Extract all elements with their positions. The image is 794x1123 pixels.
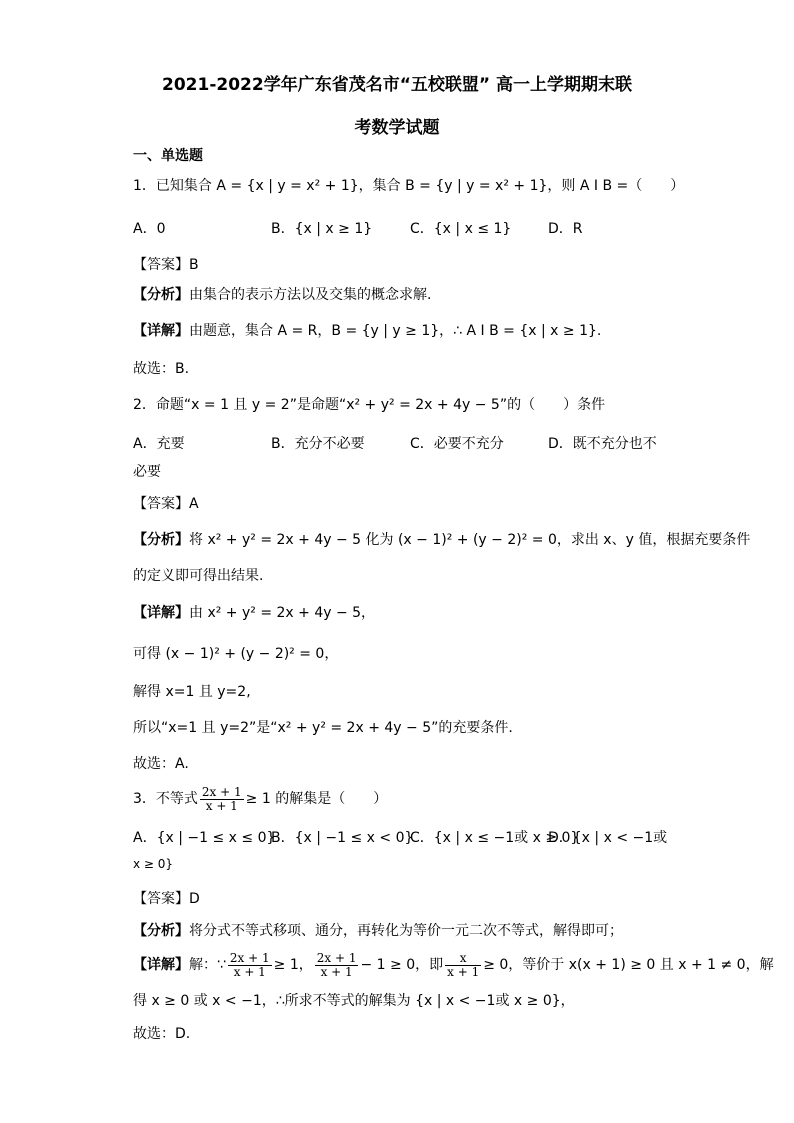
q3-fraction <box>200 786 244 813</box>
q2-option-d-cont: 必要 <box>133 464 161 480</box>
q2-detail-l4: 所以“x=1 且 y=2”是“x² + y² = 2x + 4y − 5”的充要条件. <box>133 720 513 736</box>
q3-detail-b: ≥ 1， <box>273 957 313 973</box>
q3-stem-post: ≥ 1 的解集是（ ） <box>245 791 388 807</box>
q3-answer: 【答案】D <box>133 891 200 907</box>
q2-detail-l1: 由 x² + y² = 2x + 4y − 5， <box>189 605 376 621</box>
q3-detail-frac3-num: x <box>445 952 481 966</box>
q3-detail-frac3-den: x + 1 <box>447 964 480 979</box>
doc-title-line1: 2021-2022学年广东省茂名市“五校联盟” 高一上学期期末联 <box>162 75 632 95</box>
q3-stem-pre: 3．不等式 <box>133 791 198 807</box>
q2-answer: 【答案】A <box>133 496 199 512</box>
q2-option-d: D．既不充分也不 <box>548 436 657 452</box>
q3-fraction-num: 2x + 1 <box>201 784 242 799</box>
q1-answer: 【答案】B <box>133 257 199 273</box>
q3-analysis: 将分式不等式移项、通分，再转化为等价一元二次不等式，解得即可； <box>189 923 623 939</box>
q3-detail-frac1-den: x + 1 <box>233 964 266 979</box>
q3-option-b: B．{x | −1 ≤ x < 0} <box>271 830 414 846</box>
q3-analysis-tag: 【分析】 <box>133 923 189 939</box>
doc-title-line2: 考数学试题 <box>354 118 440 138</box>
q2-choice: 故选：A. <box>133 756 189 772</box>
q2-detail-tag: 【详解】 <box>133 605 189 621</box>
q1-choice: 故选：B. <box>133 361 190 377</box>
q2-analysis-l2: 的定义即可得出结果. <box>133 568 264 584</box>
q2-analysis-tag: 【分析】 <box>133 532 189 548</box>
q1-analysis: 由集合的表示方法以及交集的概念求解. <box>189 287 432 303</box>
q3-option-d: D．{x | x < −1或 <box>548 830 668 846</box>
q3-detail-d: ≥ 0，等价于 x(x + 1) ≥ 0 且 x + 1 ≠ 0，解 <box>483 957 774 973</box>
q3-detail-fraction-3 <box>445 952 481 979</box>
q2-option-b: B．充分不必要 <box>271 436 365 452</box>
q3-detail-fraction-2 <box>315 952 359 979</box>
q1-stem: 1．已知集合 A = {x | y = x² + 1}，集合 B = {y | y = x² + 1}，则 A I B =（ ） <box>133 178 685 194</box>
q3-detail-c: − 1 ≥ 0，即 <box>360 957 444 973</box>
section-heading: 一、单选题 <box>133 148 203 164</box>
q1-option-b: B．{x | x ≥ 1} <box>271 221 373 237</box>
q2-stem: 2．命题“x = 1 且 y = 2”是命题“x² + y² = 2x + 4y − 5”的（ ）条件 <box>133 397 606 413</box>
q3-detail-tag: 【详解】 <box>133 957 189 973</box>
q2-option-a: A．充要 <box>133 436 185 452</box>
q2-analysis-l1: 将 x² + y² = 2x + 4y − 5 化为 (x − 1)² + (y − 2)² = 0，求出 x、y 值，根据充要条件 <box>189 532 751 548</box>
q1-option-c: C．{x | x ≤ 1} <box>410 221 512 237</box>
q1-detail: 由题意，集合 A = R，B = {y | y ≥ 1}，∴ A I B = {x | x ≥ 1}. <box>189 323 602 339</box>
q1-detail-row <box>133 322 601 340</box>
q3-detail-frac2-den: x + 1 <box>320 964 353 979</box>
q2-detail-l3: 解得 x=1 且 y=2, <box>133 684 251 700</box>
q3-fraction-den: x + 1 <box>205 798 238 813</box>
q1-analysis-tag: 【分析】 <box>133 287 189 303</box>
q3-detail-l2: 得 x ≥ 0 或 x < −1，∴所求不等式的解集为 {x | x < −1或 x ≥ 0}， <box>133 993 575 1009</box>
q3-option-d-cont: x ≥ 0} <box>133 857 174 871</box>
q2-detail-row <box>133 604 375 622</box>
q3-detail-frac2-num: 2x + 1 <box>316 950 357 965</box>
q2-option-c: C．必要不充分 <box>410 436 504 452</box>
q1-option-a: A．0 <box>133 221 166 237</box>
q3-detail-frac1-num: 2x + 1 <box>229 950 270 965</box>
q3-option-c: C．{x | x ≤ −1或 x ≥ 0} <box>410 830 580 846</box>
q3-stem <box>133 782 387 816</box>
q3-option-a: A．{x | −1 ≤ x ≤ 0} <box>133 830 276 846</box>
q3-choice: 故选：D. <box>133 1026 191 1042</box>
q3-detail-row <box>133 948 774 982</box>
q1-detail-tag: 【详解】 <box>133 323 189 339</box>
q3-analysis-row <box>133 922 623 940</box>
q2-analysis-row <box>133 531 750 549</box>
q3-detail-a: 解：∵ <box>189 957 226 973</box>
q1-analysis-row <box>133 286 431 304</box>
q2-detail-l2: 可得 (x − 1)² + (y − 2)² = 0， <box>133 646 339 662</box>
q3-detail-fraction-1 <box>228 952 272 979</box>
q1-option-d: D．R <box>548 221 583 237</box>
